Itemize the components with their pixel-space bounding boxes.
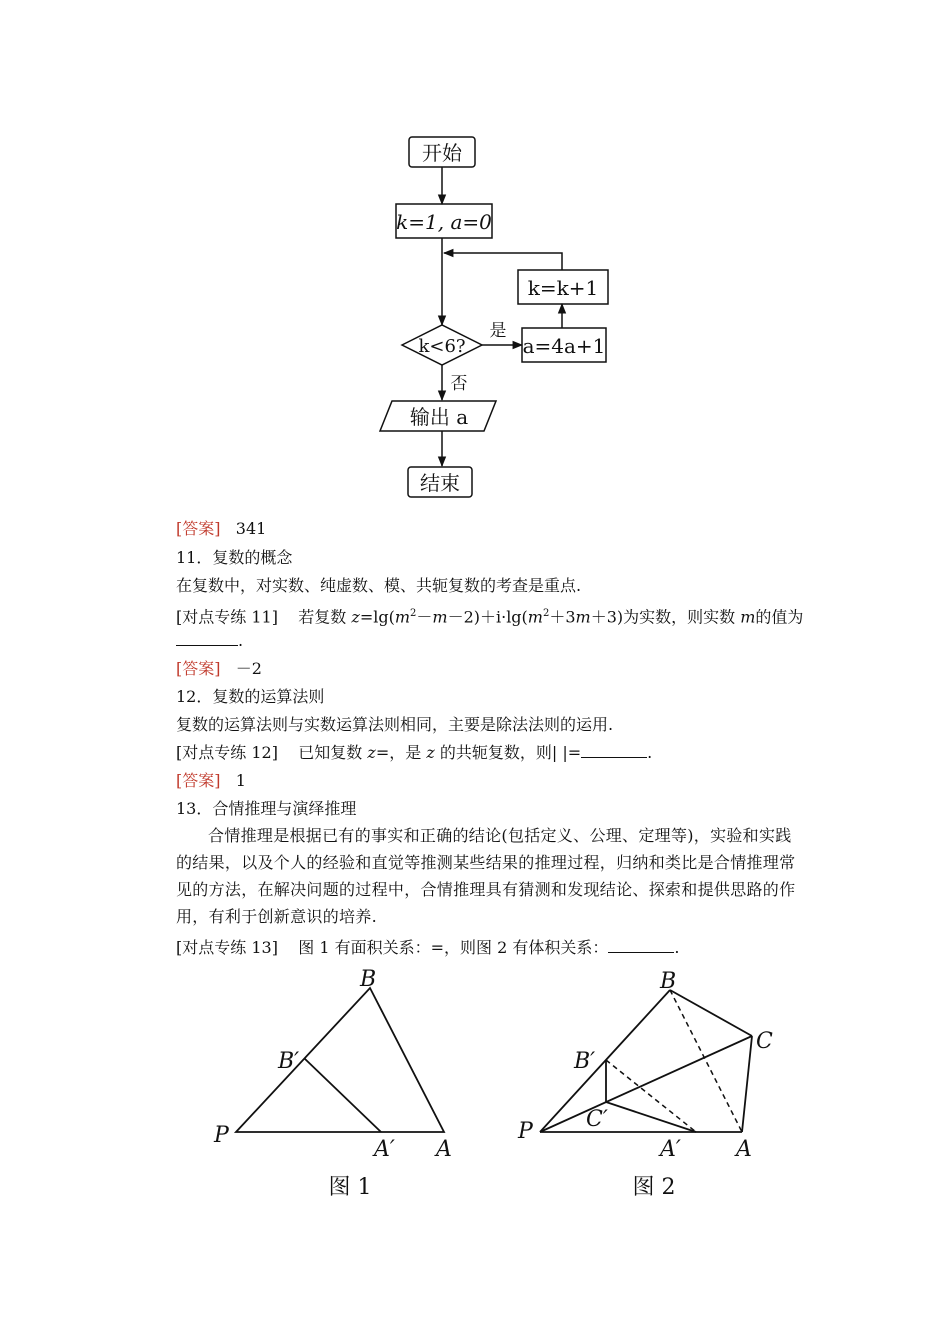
label-C: C bbox=[756, 1029, 773, 1054]
answer-12 bbox=[176, 770, 246, 792]
answer-10 bbox=[176, 518, 266, 540]
section-13-paragraph: 合情推理是根据已有的事实和正确的结论(包括定义、公理、定理等)，实验和实践的结果，以及个人的经验和直觉等推测某些结果的推理过程，归纳和类比是合情推理常见的方法，在解决问题的过程中，合情推理具有猜测和发现结论、探索和提供思路的作用，有利于创新意识的培养. bbox=[176, 826, 796, 926]
label-C-prime: C′ bbox=[586, 1107, 608, 1132]
answer-tag: [答案] bbox=[176, 519, 221, 538]
figure-2-caption: 图 2 bbox=[632, 1175, 676, 1200]
exercise-11: [对点专练 11] 若复数 $z=\lg(m^2-m-2)+i\cdot\lg(m^2+3m+3)$为实数，则实数 m的值为 bbox=[176, 607, 804, 627]
section-11-desc: 在复数中，对实数、纯虚数、模、共轭复数的考查是重点. bbox=[176, 576, 582, 595]
no-label: 否 bbox=[450, 374, 468, 394]
label-A-prime: A′ bbox=[374, 1137, 395, 1162]
output-label: 输出 a bbox=[409, 405, 469, 429]
answer-blank[interactable] bbox=[608, 938, 674, 953]
exercise-13: [对点专练 13] 图 1 有面积关系：=，则图 2 有体积关系： . bbox=[176, 938, 680, 957]
label-A-prime: A′ bbox=[660, 1137, 681, 1162]
answer-blank[interactable] bbox=[176, 631, 238, 646]
answer-value: 341 bbox=[235, 519, 267, 538]
init-label: k=1, a=0 bbox=[396, 210, 492, 234]
answer-value: －2 bbox=[235, 659, 262, 678]
yes-label: 是 bbox=[489, 321, 507, 341]
update-k-label: k=k+1 bbox=[527, 276, 599, 300]
exercise-tag: [对点专练 12] bbox=[176, 743, 278, 762]
label-B-prime: B′ bbox=[574, 1049, 596, 1074]
update-a-label: a=4a+1 bbox=[522, 334, 606, 358]
exercise-tag: [对点专练 11] bbox=[176, 607, 278, 627]
label-P: P bbox=[518, 1119, 533, 1144]
section-11-title: 11．复数的概念 bbox=[176, 548, 293, 567]
label-B: B bbox=[360, 967, 377, 992]
section-12-desc: 复数的运算法则与实数运算法则相同，主要是除法法则的运用. bbox=[176, 715, 614, 734]
exercise-12: [对点专练 12] 已知复数 z=，是 z 的共轭复数，则| |= . bbox=[176, 743, 653, 762]
section-12-title: 12．复数的运算法则 bbox=[176, 687, 325, 706]
condition-label: k<6? bbox=[418, 336, 466, 357]
figure-1-caption: 图 1 bbox=[328, 1175, 372, 1200]
end-label: 结束 bbox=[420, 471, 460, 495]
start-label: 开始 bbox=[422, 141, 462, 165]
label-A: A bbox=[436, 1137, 452, 1162]
flowchart bbox=[0, 0, 950, 520]
answer-11 bbox=[176, 658, 262, 680]
label-B-prime: B′ bbox=[278, 1049, 300, 1074]
answer-tag: [答案] bbox=[176, 659, 221, 678]
label-B: B bbox=[660, 969, 677, 994]
section-13-title: 13．合情推理与演绎推理 bbox=[176, 799, 357, 818]
figure-2 bbox=[500, 960, 800, 1210]
figure-1 bbox=[200, 960, 480, 1210]
answer-blank[interactable] bbox=[581, 743, 647, 758]
exercise-tag: [对点专练 13] bbox=[176, 938, 278, 957]
answer-tag: [答案] bbox=[176, 771, 221, 790]
exercise-11-blank: . bbox=[176, 630, 243, 652]
label-A: A bbox=[736, 1137, 752, 1162]
label-P: P bbox=[214, 1123, 229, 1148]
answer-value: 1 bbox=[235, 771, 246, 790]
